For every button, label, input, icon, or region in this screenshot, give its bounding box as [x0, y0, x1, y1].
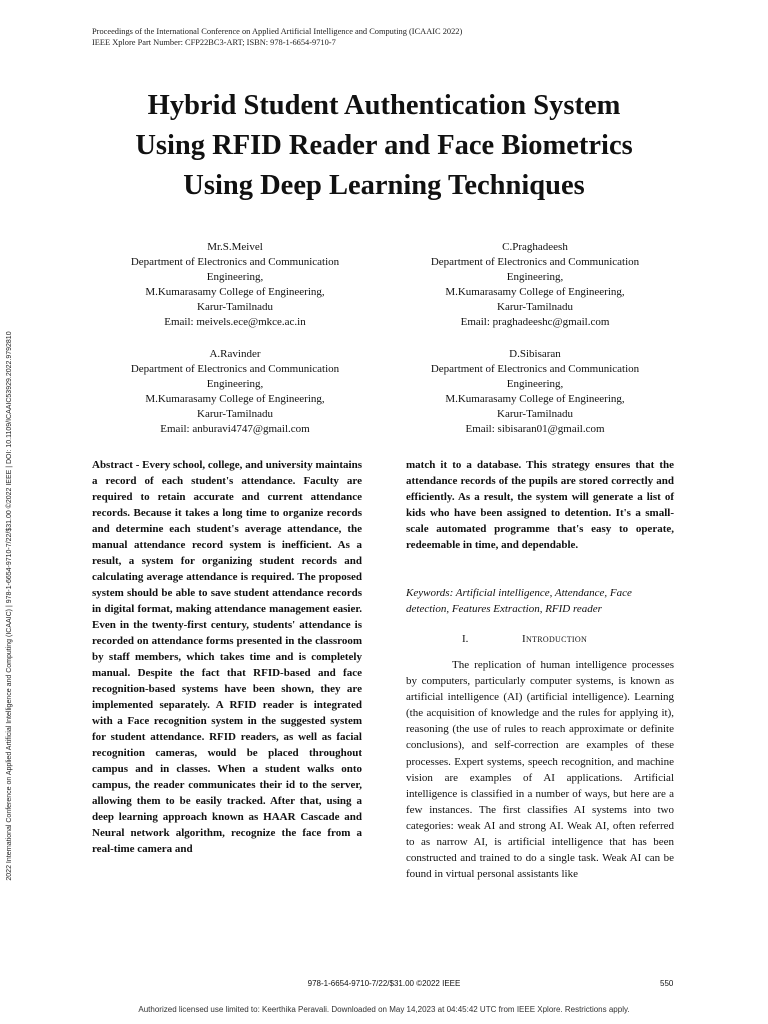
- author-dept-cont: Engineering,: [506, 378, 564, 390]
- author-name: Mr.S.Meivel: [207, 241, 263, 253]
- introduction-text: The replication of human intelligence processes by computers, particularly computer systems, is known as artificial intelligence (AI) (artificial intelligence). Learning (the acquisition of knowledge and the rules for applying it), reasoning (the use of rules to reach approximate or definite conclusions), and self-correction are examples of these processes. Expert systems, speech recognition, and machine vision are examples of AI applications. Artificial intelligence is classified in a number of ways, but here are a few instances. The first classifies AI systems into two categories: weak AI and strong AI. Weak AI, often referred to as narrow AI, is artificial intelligence that has been constructed and trained to do a single task. Weak AI can be found in virtual personal assistants like: [406, 659, 674, 881]
- conference-header: Proceedings of the International Conference on Applied Artificial Intelligence and Computing (ICAAIC 2022): [92, 27, 463, 36]
- author-city: Karur-Tamilnadu: [197, 301, 273, 313]
- title-line-2: Using RFID Reader and Face Biometrics: [135, 130, 633, 161]
- author-block: [405, 347, 665, 437]
- page-number: 550: [660, 979, 674, 988]
- author-college: M.Kumarasamy College of Engineering,: [145, 286, 325, 298]
- author-email: Email: anburavi4747@gmail.com: [160, 423, 310, 435]
- author-city: Karur-Tamilnadu: [497, 301, 573, 313]
- author-college: M.Kumarasamy College of Engineering,: [445, 393, 625, 405]
- author-dept: Department of Electronics and Communication: [430, 363, 640, 375]
- author-name: D.Sibisaran: [509, 348, 561, 360]
- keywords: Keywords: Artificial intelligence, Attendance, Face detection, Features Extraction, RFID reader: [406, 587, 632, 615]
- author-city: Karur-Tamilnadu: [497, 408, 573, 420]
- isbn-header: IEEE Xplore Part Number: CFP22BC3-ART; ISBN: 978-1-6654-9710-7: [92, 38, 336, 47]
- footer-copyright: 978-1-6654-9710-7/22/$31.00 ©2022 IEEE: [307, 979, 461, 988]
- author-college: M.Kumarasamy College of Engineering,: [145, 393, 325, 405]
- title-line-3: Using Deep Learning Techniques: [183, 170, 585, 201]
- author-dept: Department of Electronics and Communication: [430, 256, 640, 268]
- author-dept: Department of Electronics and Communication: [130, 256, 340, 268]
- author-college: M.Kumarasamy College of Engineering,: [445, 286, 625, 298]
- author-email: Email: sibisaran01@gmail.com: [465, 423, 605, 435]
- author-block: [105, 240, 365, 330]
- author-email: Email: meivels.ece@mkce.ac.in: [164, 316, 306, 328]
- section-title: Introduction: [522, 633, 588, 645]
- author-block: [105, 347, 365, 437]
- section-number: I.: [462, 633, 469, 645]
- author-dept-cont: Engineering,: [506, 271, 564, 283]
- license-notice: Authorized licensed use limited to: Keerthika Peravali. Downloaded on May 14,2023 at 04:45:42 UTC from IEEE Xplore. Restrictions apply.: [138, 1005, 630, 1014]
- abstract-continued: match it to a database. This strategy ensures that the attendance records of the pupils are stored correctly and efficiently. As a result, the system will generate a list of kids who have been assigned to detention. It's a small-scale automated programme that's easy to operate, redeemable in time, and dependable.: [406, 459, 674, 551]
- author-email: Email: praghadeeshc@gmail.com: [460, 316, 610, 328]
- title-line-1: Hybrid Student Authentication System: [147, 90, 621, 121]
- abstract: Abstract - Every school, college, and university maintains a record of each student's attendance. Faculty are required to retain accurate and current attendance records. Because it takes a long time to organize records and determine each student's average attendance, the manual attendance record system is inefficient. As a result, a system for organizing student records and calculating average attendance is required. The proposed system should be able to save student attendance records in digital format, making attendance management easier. Even in the twenty-first century, students' attendance is recorded on attendance forms presented in the classroom by staff members, which takes time and is completely manual. Despite the fact that RFID-based and face recognition-based systems have been shown, they are implemented separately. A RFID reader is integrated with a Face recognition system in the suggested system for student attendance. RFID readers, as well as facial recognition cameras, would be placed throughout campus and in classes. When a student walks onto campus, the reader communicates their id to the server, allowing them to be easily tracked. After that, using a deep learning approach known as HAAR Cascade and Neural network algorithm, recognize the face from a real-time camera and: [92, 459, 362, 855]
- doi-sidebar: 2022 International Conference on Applied Artificial Intelligence and Computing (ICAAIC) | 978-1-6654-9710-7/22/$31.00 ©2022 IEEE | DOI: 10.1109/ICAAIC53929.2022.9792810: [6, 331, 13, 881]
- author-block: [405, 240, 665, 330]
- paper-title: [40, 86, 728, 206]
- author-name: A.Ravinder: [209, 348, 261, 360]
- author-dept: Department of Electronics and Communication: [130, 363, 340, 375]
- author-name: C.Praghadeesh: [502, 241, 568, 253]
- author-dept-cont: Engineering,: [206, 378, 264, 390]
- author-dept-cont: Engineering,: [206, 271, 264, 283]
- author-city: Karur-Tamilnadu: [197, 408, 273, 420]
